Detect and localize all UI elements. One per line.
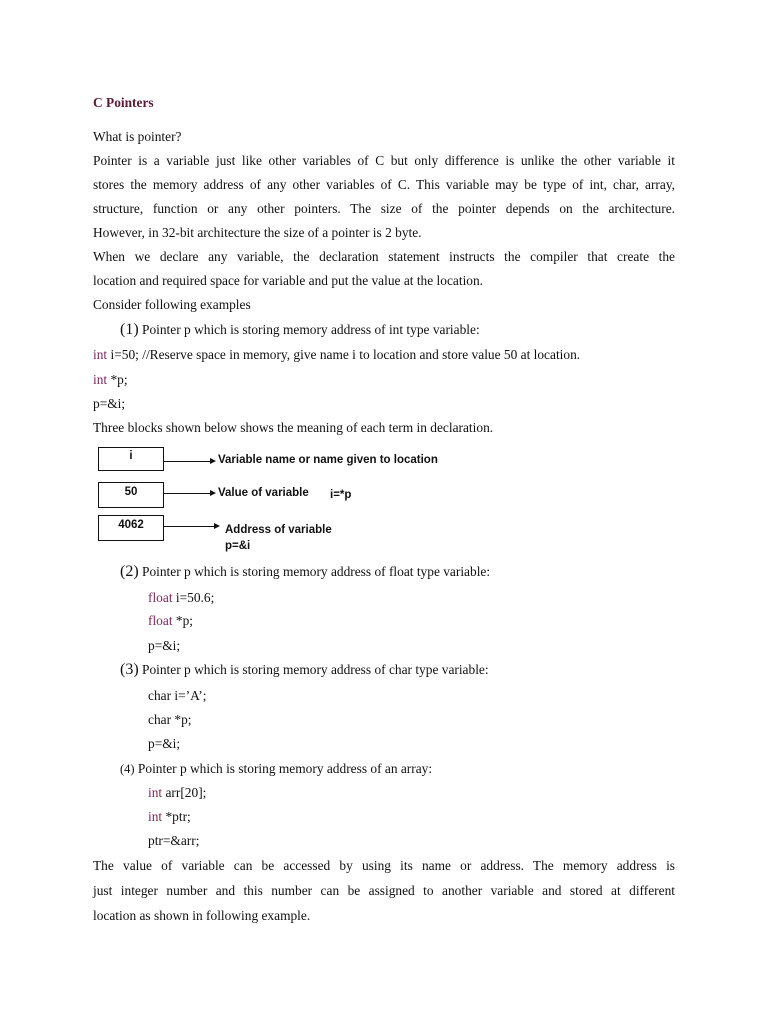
arrow-icon — [164, 493, 214, 494]
block-value: 50 — [98, 482, 164, 508]
example-text: Pointer p which is storing memory address of char type variable: — [138, 662, 489, 677]
page-title: C Pointers — [93, 95, 154, 110]
code-line: ptr=&arr; — [148, 833, 200, 848]
code-text: *p; — [172, 613, 194, 628]
code-line: p=&i; — [148, 638, 181, 653]
consider-text: Consider following examples — [93, 297, 251, 312]
code-text: i=50.6; — [172, 590, 215, 605]
example-text: Pointer p which is storing memory address of an array: — [134, 761, 433, 776]
example-4-heading — [120, 761, 432, 777]
code-line: char i=’A’; — [148, 688, 207, 703]
paragraph-line: stores the memory address of any other variables of C. This variable may be type of int, char, array, — [93, 177, 675, 192]
code-text: arr[20]; — [162, 785, 207, 800]
paragraph-line: location and required space for variable and put the value at the location. — [93, 273, 484, 288]
blocks-intro: Three blocks shown below shows the meaning of each term in declaration. — [93, 420, 494, 435]
paragraph-line: However, in 32-bit architecture the size of a pointer is 2 byte. — [93, 225, 422, 240]
example-text: Pointer p which is storing memory address of float type variable: — [138, 564, 491, 579]
example-2-heading — [120, 564, 490, 580]
keyword: float — [148, 613, 173, 628]
block-extra: i=*p — [330, 489, 352, 501]
paragraph-line: structure, function or any other pointers. The size of the pointer depends on the architecture. — [93, 201, 675, 216]
keyword: int — [148, 809, 163, 824]
block-label: Variable name or name given to location — [218, 454, 438, 466]
code-line: char *p; — [148, 712, 192, 727]
paragraph-line: When we declare any variable, the declaration statement instructs the compiler that create the — [93, 249, 675, 264]
keyword: float — [148, 590, 173, 605]
code-line — [148, 809, 191, 825]
code-text: *p; — [107, 372, 128, 387]
arrow-icon — [164, 461, 214, 462]
example-3-heading — [120, 662, 489, 678]
code-text: *ptr; — [162, 809, 191, 824]
block-extra: p=&i — [225, 540, 251, 552]
code-line — [148, 613, 193, 629]
code-line — [148, 785, 206, 801]
example-number: (3) — [120, 661, 139, 678]
arrow-icon — [164, 526, 218, 527]
code-line — [93, 347, 580, 363]
keyword: int — [148, 785, 163, 800]
code-line — [93, 372, 128, 388]
keyword: int — [93, 372, 108, 387]
block-label: Address of variable — [225, 524, 332, 536]
code-line: p=&i; — [148, 736, 181, 751]
example-text: Pointer p which is storing memory address of int type variable: — [138, 322, 480, 337]
code-line: p=&i; — [93, 396, 126, 411]
keyword: int — [93, 347, 108, 362]
code-text: i=50; //Reserve space in memory, give name i to location and store value 50 at location. — [107, 347, 581, 362]
question-text: What is pointer? — [93, 129, 182, 144]
example-number: (1) — [120, 321, 139, 338]
block-address: 4062 — [98, 515, 164, 541]
paragraph-line: just integer number and this number can be assigned to another variable and stored at different — [93, 883, 675, 898]
paragraph-line: location as shown in following example. — [93, 908, 311, 923]
example-number: (2) — [120, 563, 139, 580]
paragraph-line: The value of variable can be accessed by using its name or address. The memory address is — [93, 858, 675, 873]
paragraph-line: Pointer is a variable just like other variables of C but only difference is unlike the other variable it — [93, 153, 675, 168]
block-name: i — [98, 447, 164, 471]
example-number: (4) — [120, 762, 135, 776]
example-1-heading — [120, 322, 480, 338]
code-line — [148, 590, 214, 606]
block-label: Value of variable — [218, 487, 309, 499]
